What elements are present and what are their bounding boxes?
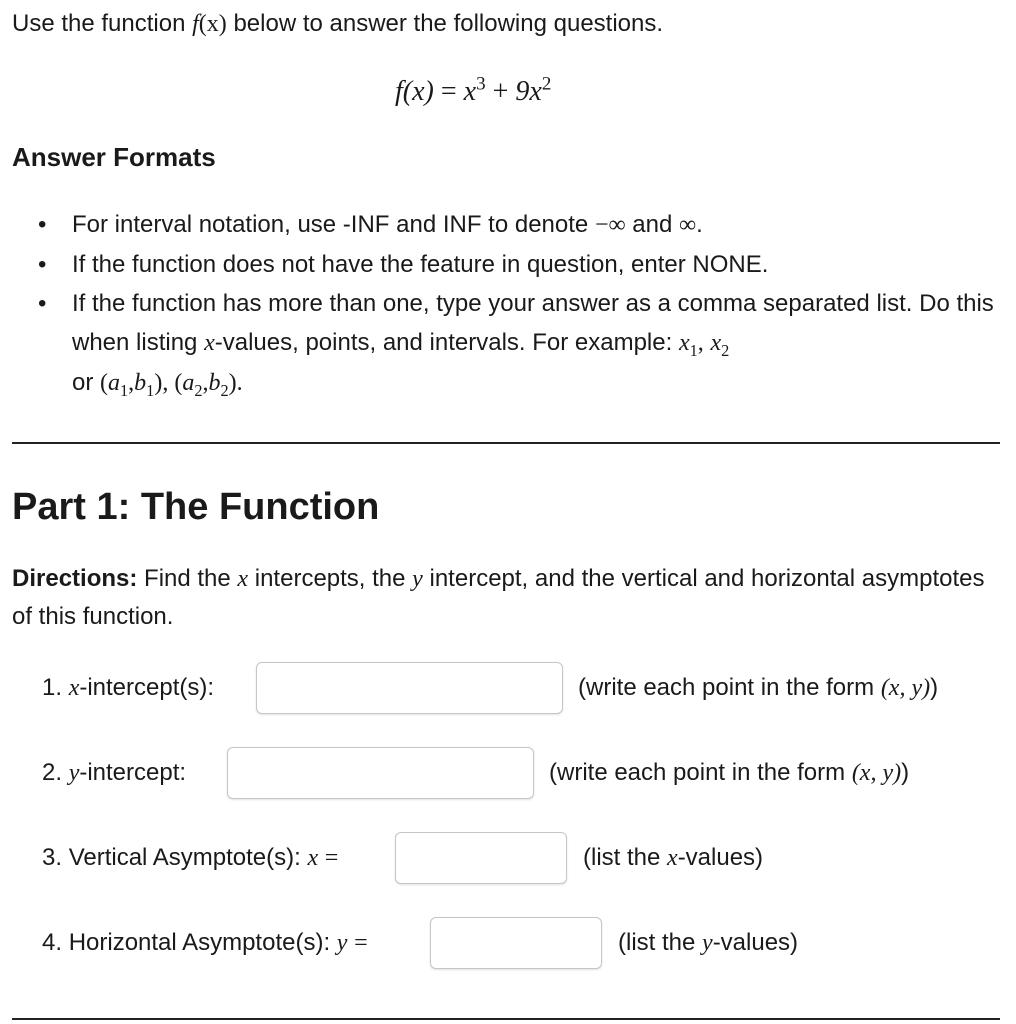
y-intercept-input[interactable] bbox=[227, 747, 534, 799]
intro-text: Use the function f(x) below to answer the following questions. bbox=[12, 10, 664, 37]
function-definition: $f(x) = x^3 + 9x^2$ bbox=[395, 73, 552, 107]
format-hint: (list the x-values) bbox=[583, 844, 764, 871]
format-hint: (list the y-values) bbox=[618, 929, 799, 956]
section-divider bbox=[12, 1018, 1000, 1020]
answer-formats-heading: Answer Formats bbox=[12, 142, 216, 172]
format-hint: (write each point in the form (x, y)) bbox=[578, 674, 939, 701]
answer-formats-list bbox=[38, 205, 998, 403]
list-item: • If the function does not have the feature in question, enter NONE. bbox=[38, 245, 998, 284]
list-item: • If the function has more than one, type your answer as a comma separated list. Do this when listing x-values, points, and intervals. For example: $x_1$, $x_2$ or $(a_1,b_1)$, $(a_2,b_2)$. bbox=[38, 284, 998, 403]
section-divider bbox=[12, 442, 1000, 444]
question-label: 2. y-intercept: bbox=[42, 759, 187, 786]
horizontal-asymptote-input[interactable] bbox=[430, 917, 602, 969]
question-label: 1. x-intercept(s): bbox=[42, 674, 215, 701]
part-heading: Part 1: The Function bbox=[12, 486, 380, 528]
directions-text: Directions: Find the x intercepts, the y intercept, and the vertical and horizontal asymptotes of this function. bbox=[12, 565, 985, 630]
question-label: 4. Horizontal Asymptote(s): y = bbox=[42, 929, 368, 956]
vertical-asymptote-input[interactable] bbox=[395, 832, 567, 884]
x-intercept-input[interactable] bbox=[256, 662, 563, 714]
question-label: 3. Vertical Asymptote(s): x = bbox=[42, 844, 339, 871]
format-hint: (write each point in the form (x, y)) bbox=[549, 759, 910, 786]
list-item: • For interval notation, use -INF and INF to denote −∞ and ∞. bbox=[38, 205, 998, 245]
